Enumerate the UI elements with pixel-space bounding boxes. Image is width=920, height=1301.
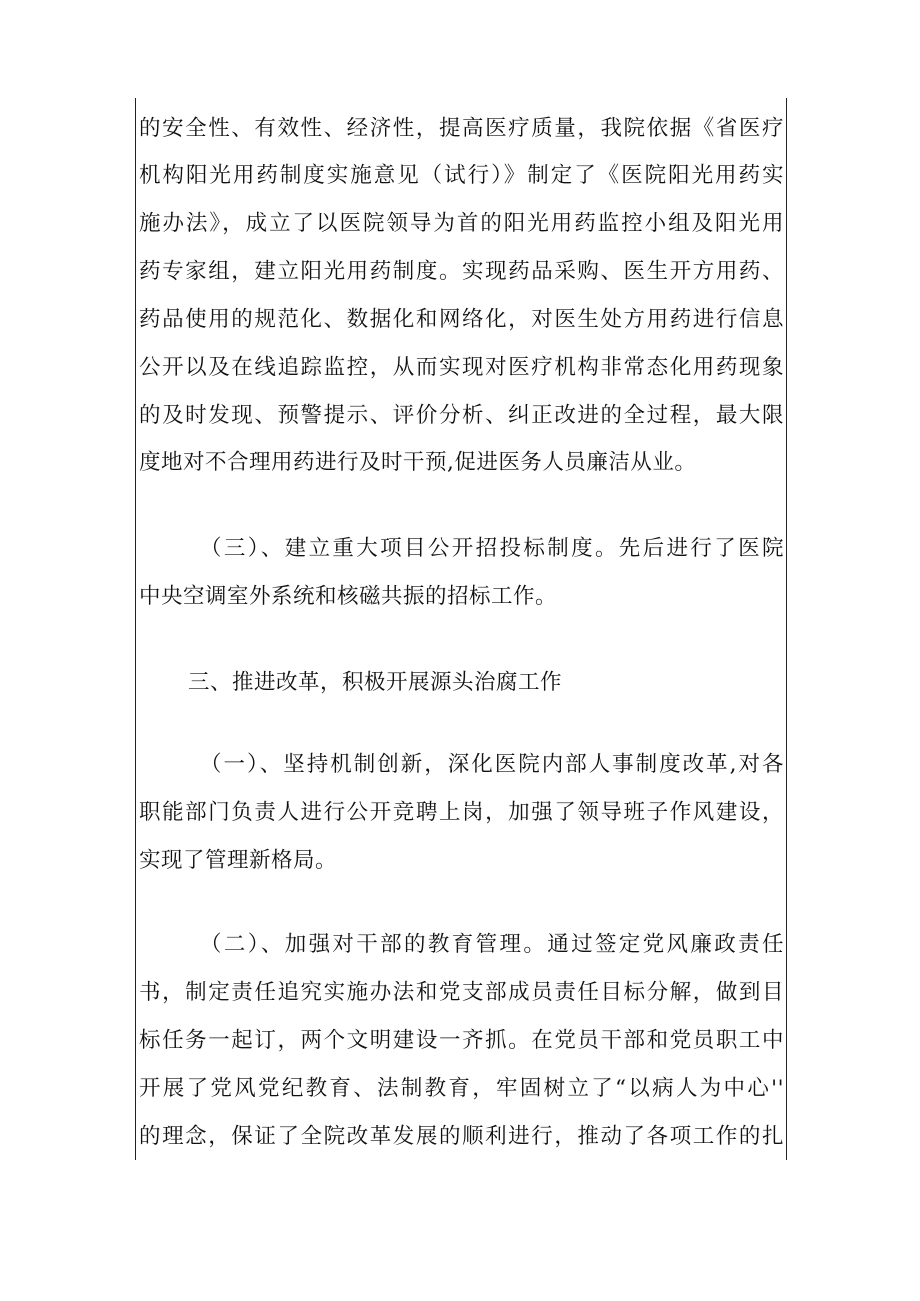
text-line: （二）、加强对干部的教育管理。通过签定党风廉政责任 — [200, 932, 784, 957]
text-line: 书，制定责任追究实施办法和党支部成员责任目标分解，做到目 — [139, 980, 784, 1005]
text-line: 药品使用的规范化、数据化和网络化，对医生处方用药进行信息 — [139, 307, 784, 332]
text-line: 标任务一起订，两个文明建设一齐抓。在党员干部和党员职工中 — [139, 1028, 784, 1053]
text-line: 施办法》，成立了以医院领导为首的阳光用药监控小组及阳光用 — [139, 211, 784, 236]
text-line: 的安全性、有效性、经济性，提高医疗质量，我院依据《省医疗 — [139, 116, 784, 141]
text-line: 药专家组，建立阳光用药制度。实现药品采购、医生开方用药、 — [139, 259, 784, 284]
text-line: 机构阳光用药制度实施意见（试行）》制定了《医院阳光用药实 — [139, 163, 784, 188]
right-border-line — [786, 98, 787, 1160]
text-line: 的及时发现、预警提示、评价分析、纠正改进的全过程，最大限 — [139, 403, 784, 428]
text-line: 实现了管理新格局。 — [139, 848, 338, 873]
section-heading: 三、推进改革，积极开展源头治腐工作 — [188, 670, 563, 695]
text-line: 职能部门负责人进行公开竞聘上岗，加强了领导班子作风建设， — [139, 800, 784, 825]
text-line: 公开以及在线追踪监控，从而实现对医疗机构非常态化用药现象 — [139, 355, 784, 380]
text-line: 度地对不合理用药进行及时干预,促进医务人员廉洁从业。 — [139, 450, 697, 475]
text-line: 的理念，保证了全院改革发展的顺利进行，推动了各项工作的扎 — [139, 1124, 784, 1149]
text-line: 开展了党风党纪教育、法制教育，牢固树立了“以病人为中心'' — [139, 1076, 784, 1101]
text-line: （三）、建立重大项目公开招投标制度。先后进行了医院 — [200, 536, 784, 561]
text-line: （一）、坚持机制创新，深化医院内部人事制度改革,对各 — [200, 752, 784, 777]
text-line: 中央空调室外系统和核磁共振的招标工作。 — [139, 584, 558, 609]
left-border-line — [135, 98, 136, 1160]
